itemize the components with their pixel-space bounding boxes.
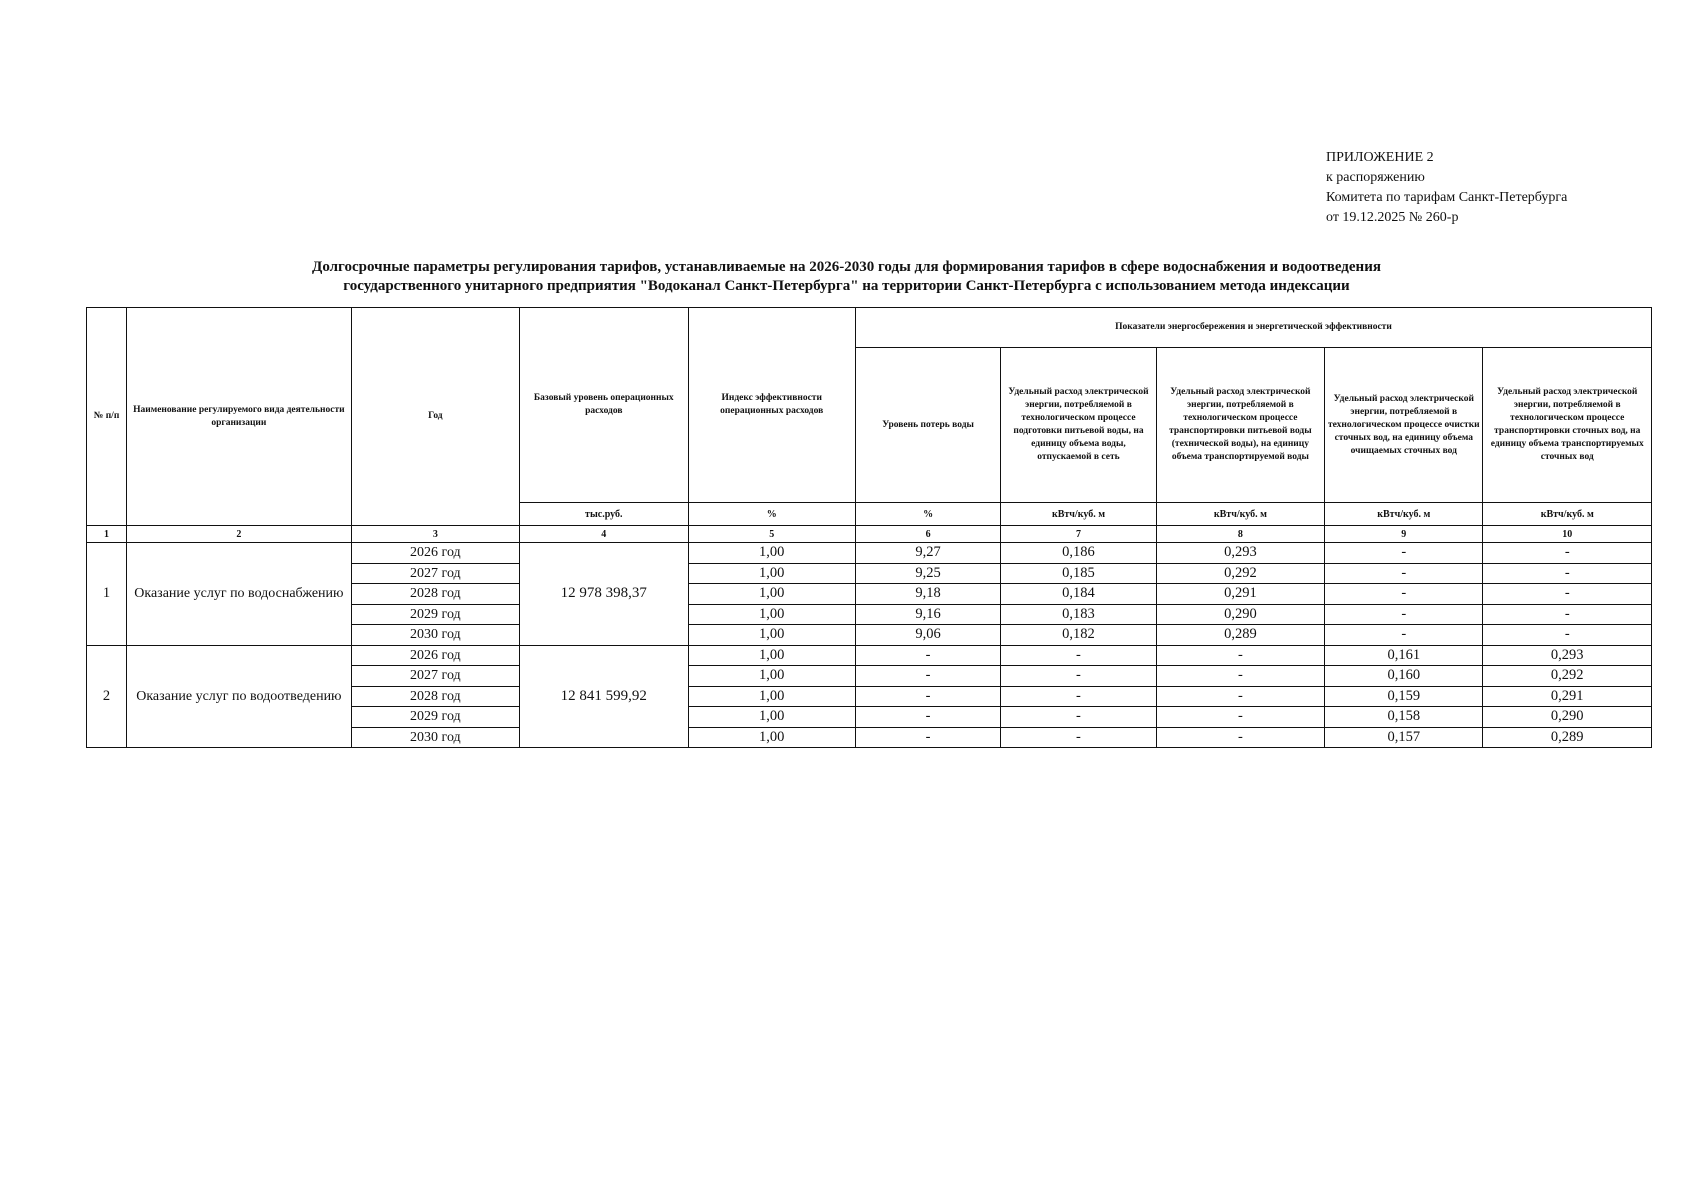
- year-cell: 2026 год: [351, 543, 519, 564]
- col10-cell: 0,293: [1483, 645, 1652, 666]
- index-cell: 1,00: [688, 686, 855, 707]
- col7-cell: -: [1001, 686, 1156, 707]
- col9-cell: 0,161: [1325, 645, 1483, 666]
- year-cell: 2029 год: [351, 707, 519, 728]
- col-number: 6: [855, 526, 1000, 543]
- unit-col9: кВтч/куб. м: [1325, 503, 1483, 526]
- year-cell: 2027 год: [351, 563, 519, 584]
- year-cell: 2027 год: [351, 666, 519, 687]
- year-cell: 2028 год: [351, 686, 519, 707]
- base-cost: 12 978 398,37: [520, 543, 688, 646]
- parameters-table: [86, 307, 1652, 748]
- header-base: Базовый уровень операционных расходов: [520, 308, 688, 503]
- col-number: 4: [520, 526, 688, 543]
- col10-cell: -: [1483, 625, 1652, 646]
- header-energy-group: Показатели энергосбережения и энергетической эффективности: [855, 308, 1651, 348]
- activity-name: Оказание услуг по водоснабжению: [127, 543, 352, 646]
- losses-cell: 9,06: [855, 625, 1000, 646]
- header-year: Год: [351, 308, 519, 526]
- year-cell: 2030 год: [351, 727, 519, 748]
- col-number: 10: [1483, 526, 1652, 543]
- activity-name: Оказание услуг по водоотведению: [127, 645, 352, 748]
- losses-cell: 9,25: [855, 563, 1000, 584]
- losses-cell: -: [855, 727, 1000, 748]
- header-num: № п/п: [87, 308, 127, 526]
- col8-cell: 0,291: [1156, 584, 1324, 605]
- col7-cell: -: [1001, 707, 1156, 728]
- unit-col8: кВтч/куб. м: [1156, 503, 1324, 526]
- col9-cell: -: [1325, 604, 1483, 625]
- unit-col7: кВтч/куб. м: [1001, 503, 1156, 526]
- col-number: 2: [127, 526, 352, 543]
- col8-cell: -: [1156, 645, 1324, 666]
- losses-cell: -: [855, 666, 1000, 687]
- col-number: 8: [1156, 526, 1324, 543]
- table-row: [87, 543, 1652, 564]
- header-activity: Наименование регулируемого вида деятельности организации: [127, 308, 352, 526]
- year-cell: 2029 год: [351, 604, 519, 625]
- col10-cell: -: [1483, 604, 1652, 625]
- col9-cell: 0,159: [1325, 686, 1483, 707]
- col9-cell: -: [1325, 563, 1483, 584]
- index-cell: 1,00: [688, 625, 855, 646]
- index-cell: 1,00: [688, 584, 855, 605]
- col-number: 1: [87, 526, 127, 543]
- index-cell: 1,00: [688, 563, 855, 584]
- col7-cell: 0,183: [1001, 604, 1156, 625]
- col9-cell: 0,157: [1325, 727, 1483, 748]
- losses-cell: -: [855, 645, 1000, 666]
- col7-cell: -: [1001, 727, 1156, 748]
- header-col7: Удельный расход электрической энергии, потребляемой в технологическом процессе подготовки питьевой воды, на единицу объема воды, отпускаемой в сеть: [1001, 348, 1156, 503]
- col9-cell: -: [1325, 625, 1483, 646]
- col8-cell: 0,292: [1156, 563, 1324, 584]
- col7-cell: -: [1001, 666, 1156, 687]
- unit-col10: кВтч/куб. м: [1483, 503, 1652, 526]
- index-cell: 1,00: [688, 645, 855, 666]
- col9-cell: 0,160: [1325, 666, 1483, 687]
- col7-cell: 0,182: [1001, 625, 1156, 646]
- appendix-block: [1326, 148, 1567, 228]
- col10-cell: -: [1483, 563, 1652, 584]
- table-row: [87, 645, 1652, 666]
- unit-losses: %: [855, 503, 1000, 526]
- col8-cell: 0,290: [1156, 604, 1324, 625]
- header-col10: Удельный расход электрической энергии, потребляемой в технологическом процессе транспортировки сточных вод, на единицу объема транспортируемых сточных вод: [1483, 348, 1652, 503]
- col-number: 5: [688, 526, 855, 543]
- col7-cell: 0,184: [1001, 584, 1156, 605]
- col10-cell: -: [1483, 584, 1652, 605]
- appendix-ref: к распоряжению: [1326, 170, 1425, 185]
- index-cell: 1,00: [688, 604, 855, 625]
- col9-cell: -: [1325, 543, 1483, 564]
- col7-cell: 0,186: [1001, 543, 1156, 564]
- col10-cell: 0,292: [1483, 666, 1652, 687]
- losses-cell: -: [855, 707, 1000, 728]
- header-index: Индекс эффективности операционных расходов: [688, 308, 855, 503]
- appendix-date: от 19.12.2025 № 260-р: [1326, 210, 1459, 225]
- col-number: 9: [1325, 526, 1483, 543]
- base-cost: 12 841 599,92: [520, 645, 688, 748]
- header-col8: Удельный расход электрической энергии, потребляемой в технологическом процессе транспортировки питьевой воды (технической воды), на единицу объема транспортируемой воды: [1156, 348, 1324, 503]
- title-line-2: государственного унитарного предприятия "Водоканал Санкт-Петербурга" на территории Санкт-Петербурга с использованием метода индексации: [343, 278, 1350, 294]
- row-num: 2: [87, 645, 127, 748]
- unit-base: тыс.руб.: [520, 503, 688, 526]
- appendix-committee: Комитета по тарифам Санкт-Петербурга: [1326, 190, 1568, 205]
- col-number: 7: [1001, 526, 1156, 543]
- document-title: [0, 258, 1693, 296]
- appendix-title: ПРИЛОЖЕНИЕ 2: [1326, 150, 1434, 165]
- index-cell: 1,00: [688, 666, 855, 687]
- year-cell: 2028 год: [351, 584, 519, 605]
- header-col9: Удельный расход электрической энергии, потребляемой в технологическом процессе очистки сточных вод, на единицу объема очищаемых сточных вод: [1325, 348, 1483, 503]
- col10-cell: 0,291: [1483, 686, 1652, 707]
- header-losses: Уровень потерь воды: [855, 348, 1000, 503]
- index-cell: 1,00: [688, 707, 855, 728]
- year-cell: 2026 год: [351, 645, 519, 666]
- losses-cell: 9,16: [855, 604, 1000, 625]
- col-number: 3: [351, 526, 519, 543]
- col7-cell: 0,185: [1001, 563, 1156, 584]
- col9-cell: 0,158: [1325, 707, 1483, 728]
- losses-cell: 9,27: [855, 543, 1000, 564]
- col8-cell: -: [1156, 686, 1324, 707]
- row-num: 1: [87, 543, 127, 646]
- losses-cell: 9,18: [855, 584, 1000, 605]
- col8-cell: -: [1156, 707, 1324, 728]
- col10-cell: -: [1483, 543, 1652, 564]
- col8-cell: -: [1156, 666, 1324, 687]
- year-cell: 2030 год: [351, 625, 519, 646]
- col8-cell: -: [1156, 727, 1324, 748]
- col8-cell: 0,289: [1156, 625, 1324, 646]
- title-line-1: Долгосрочные параметры регулирования тарифов, устанавливаемые на 2026-2030 годы для формирования тарифов в сфере водоснабжения и водоотведения: [312, 259, 1381, 275]
- losses-cell: -: [855, 686, 1000, 707]
- unit-index: %: [688, 503, 855, 526]
- col10-cell: 0,290: [1483, 707, 1652, 728]
- index-cell: 1,00: [688, 727, 855, 748]
- col7-cell: -: [1001, 645, 1156, 666]
- col10-cell: 0,289: [1483, 727, 1652, 748]
- col8-cell: 0,293: [1156, 543, 1324, 564]
- index-cell: 1,00: [688, 543, 855, 564]
- col9-cell: -: [1325, 584, 1483, 605]
